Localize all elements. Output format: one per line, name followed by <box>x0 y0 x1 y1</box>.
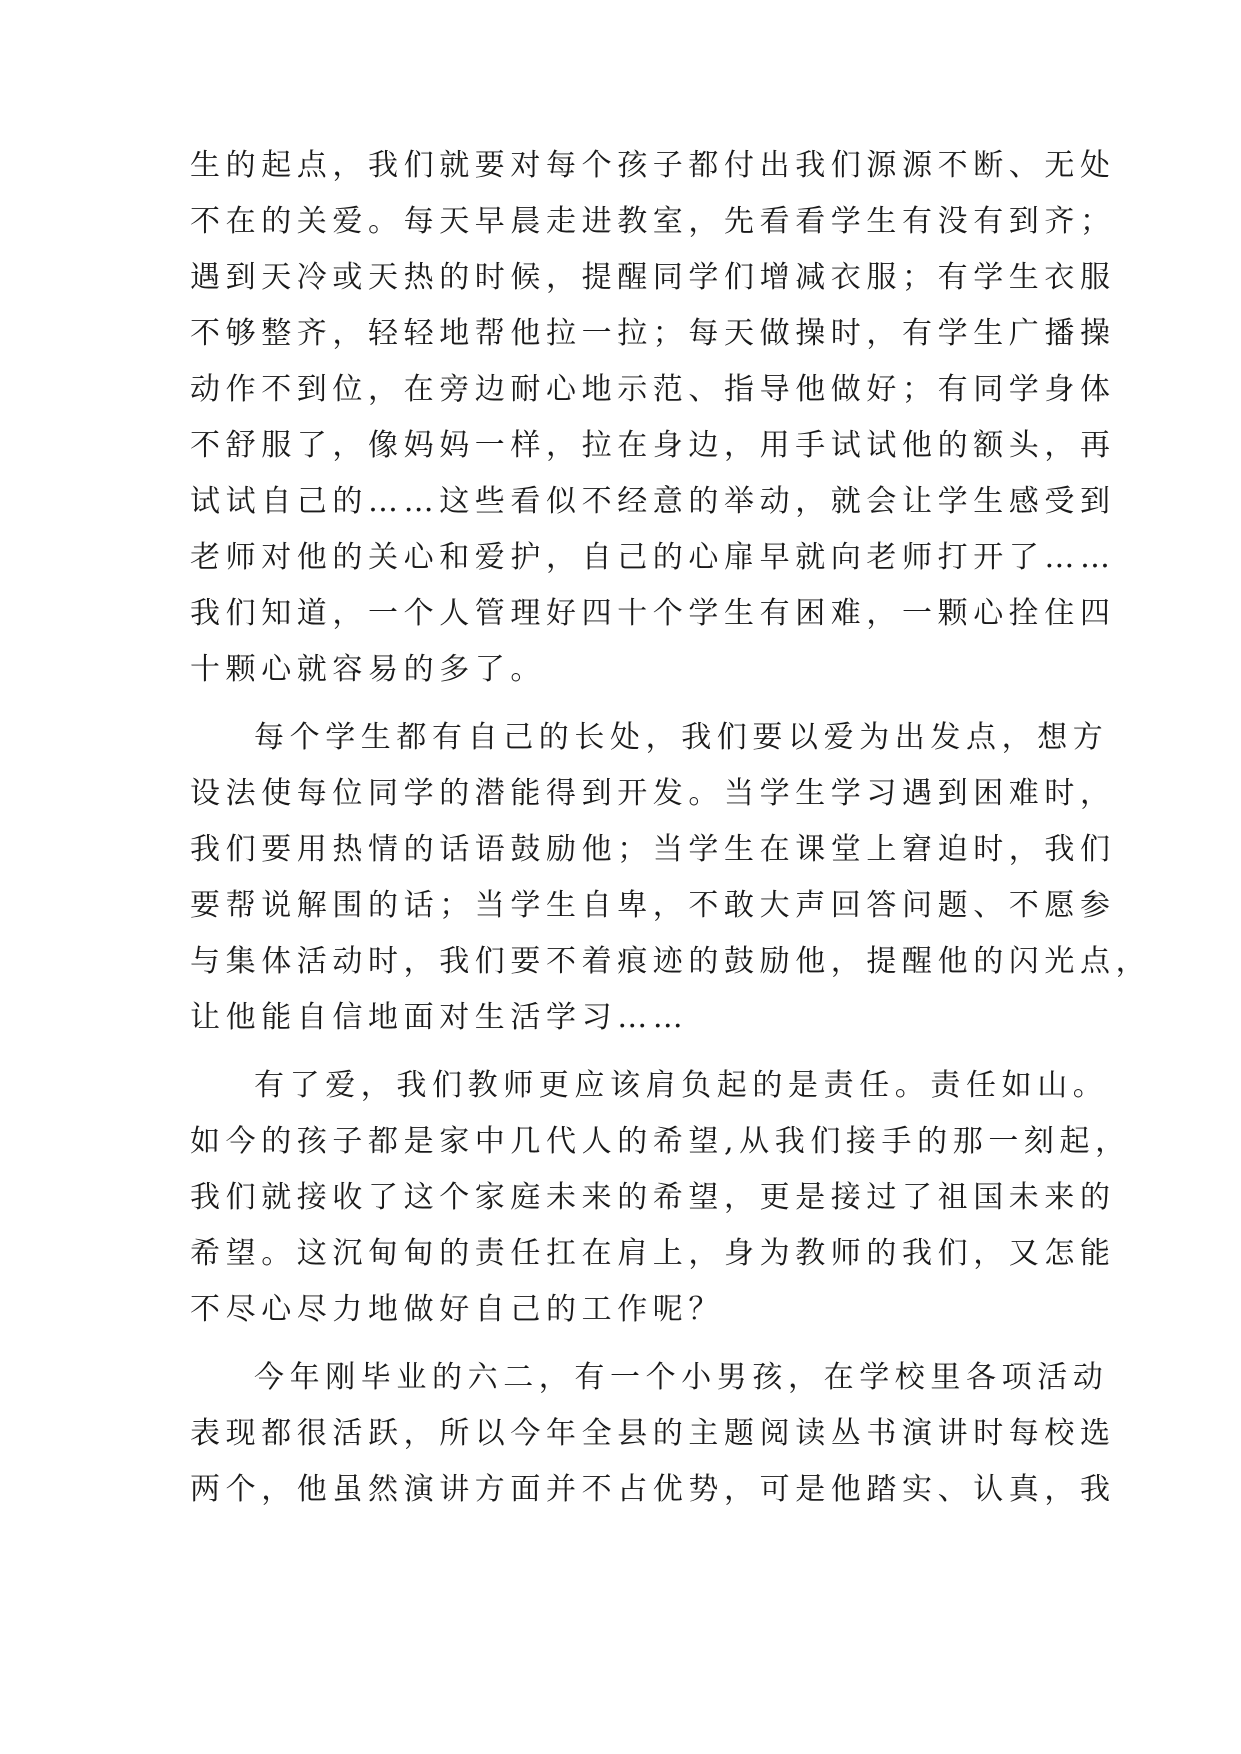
text-line: 让他能自信地面对生活学习…… <box>190 1000 689 1035</box>
text-line: 两个，他虽然演讲方面并不占优势，可是他踏实、认真，我 <box>190 1472 1116 1507</box>
text-line: 如今的孩子都是家中几代人的希望,从我们接手的那一刻起， <box>190 1124 1131 1159</box>
text-line: 不尽心尽力地做好自己的工作呢？ <box>190 1292 724 1327</box>
text-line: 我们就接收了这个家庭未来的希望，更是接过了祖国未来的 <box>190 1180 1116 1215</box>
text-line: 生的起点，我们就要对每个孩子都付出我们源源不断、无处 <box>190 148 1116 183</box>
paragraph-first-line: 有了爱，我们教师更应该肩负起的是责任。责任如山。 <box>254 1068 1109 1103</box>
text-line: 与集体活动时，我们要不着痕迹的鼓励他，提醒他的闪光点， <box>190 944 1152 979</box>
text-line: 要帮说解围的话；当学生自卑，不敢大声回答问题、不愿参 <box>190 888 1116 923</box>
text-line: 老师对他的关心和爱护，自己的心扉早就向老师打开了…… <box>190 540 1116 575</box>
text-line: 设法使每位同学的潜能得到开发。当学生学习遇到困难时， <box>190 776 1116 811</box>
text-line: 试试自己的……这些看似不经意的举动，就会让学生感受到 <box>190 484 1116 519</box>
paragraph-first-line: 每个学生都有自己的长处，我们要以爱为出发点，想方 <box>254 720 1109 755</box>
text-line: 遇到天冷或天热的时候，提醒同学们增减衣服；有学生衣服 <box>190 260 1116 295</box>
text-line: 我们要用热情的话语鼓励他；当学生在课堂上窘迫时，我们 <box>190 832 1116 867</box>
text-line: 不舒服了，像妈妈一样，拉在身边，用手试试他的额头，再 <box>190 428 1116 463</box>
text-line: 不在的关爱。每天早晨走进教室，先看看学生有没有到齐； <box>190 204 1116 239</box>
text-line: 动作不到位，在旁边耐心地示范、指导他做好；有同学身体 <box>190 372 1116 407</box>
text-line: 表现都很活跃，所以今年全县的主题阅读丛书演讲时每校选 <box>190 1416 1116 1451</box>
text-line: 希望。这沉甸甸的责任扛在肩上，身为教师的我们，又怎能 <box>190 1236 1116 1271</box>
text-line: 我们知道，一个人管理好四十个学生有困难，一颗心拴住四 <box>190 596 1116 631</box>
text-line: 不够整齐，轻轻地帮他拉一拉；每天做操时，有学生广播操 <box>190 316 1116 351</box>
paragraph-first-line: 今年刚毕业的六二，有一个小男孩，在学校里各项活动 <box>254 1360 1109 1395</box>
text-line: 十颗心就容易的多了。 <box>190 652 546 687</box>
